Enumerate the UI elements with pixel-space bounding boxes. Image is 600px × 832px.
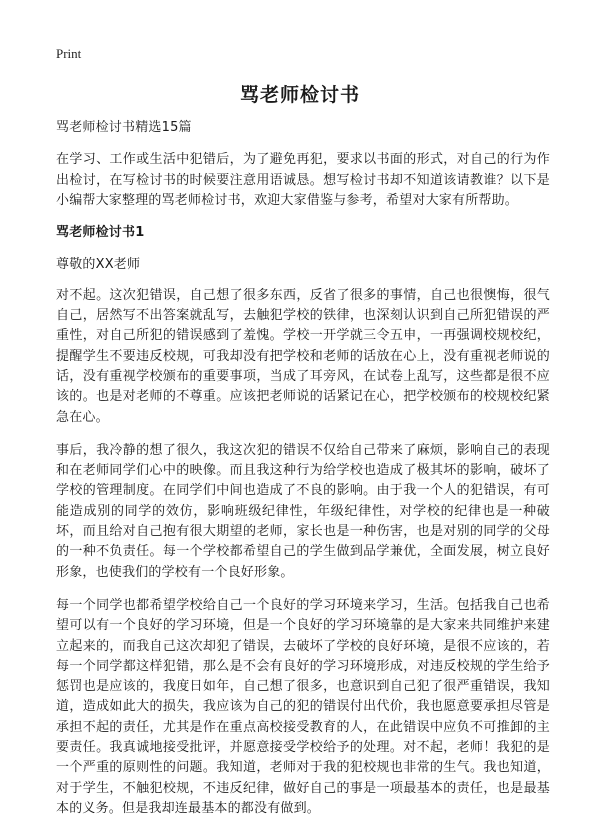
salutation: 尊敬的XX老师 — [56, 257, 141, 273]
article-body — [56, 118, 550, 832]
body-paragraph: 每一个同学也都希望学校给自己一个良好的学习环境来学习，生活。包括我自己也希望可以有一个良好的学习环境，但是一个良好的学习环境靠的是大家来共同维护来建立起来的，而我自己这次却犯了错误，去破坏了学校的良好环境，是很不应该的，若每一个同学都这样犯错，那么是不会有良好的学习环境形成，对违反校规的学生给予惩罚也是应该的，我度日如年，自己想了很多，也意识到自己犯了很严重错误，我知道，造成如此大的损失，我应该为自己的犯的错误付出代价，我也愿意要承担尽管是承担不起的责任，尤其是作在重点高校接受教育的人，在此错误中应负不可推卸的主要责任。我真诚地接受批评，并愿意接受学校给予的处理。对不起，老师！我犯的是一个严重的原则性的问题。我知道，老师对于我的犯校规也非常的生气。我也知道，对于学生，不触犯校规，不违反纪律，做好自己的事是一项最基本的责任，也是最基本的义务。但是我却连最基本的都没有做到。 — [56, 597, 550, 816]
body-paragraph: 事后，我冷静的想了很久，我这次犯的错误不仅给自己带来了麻烦，影响自己的表现和在老师同学们心中的映像。而且我这种行为给学校也造成了极其坏的影响，破坏了学校的管理制度。在同学们中间也造成了不良的影响。由于我一个人的犯错误，有可能造成别的同学的效仿，影响班级纪律性，年级纪律性，对学校的纪律也是一种破坏，而且给对自己抱有很大期望的老师，家长也是一种伤害，也是对别的同学的父母的一种不负责任。每一个学校都希望自己的学生做到品学兼优，全面发展，树立良好形象，也使我们的学校有一个良好形象。 — [56, 442, 550, 580]
section-heading: 骂老师检讨书1 — [56, 225, 145, 241]
page-title: 骂老师检讨书 — [239, 84, 360, 106]
intro-paragraph: 在学习、工作或生活中犯错后，为了避免再犯，要求以书面的形式，对自己的行为作出检讨，在写检讨书的时候要注意用语诚恳。想写检讨书却不知道该请教谁？以下是小编帮大家整理的骂老师检讨书，欢迎大家借鉴与参考，希望对大家有所帮助。 — [56, 152, 550, 208]
article-subtitle: 骂老师检讨书精选15篇 — [56, 120, 192, 135]
print-link[interactable]: Print — [56, 46, 82, 61]
body-paragraph: 对不起。这次犯错误，自己想了很多东西，反省了很多的事情，自己也很懊悔，很气自己，居然写不出答案就乱写，去触犯学校的铁律，也深刻认识到自己所犯错误的严重性，对自己所犯的错误感到了羞愧。学校一开学就三令五申，一再强调校规校纪，提醒学生不要违反校规，可我却没有把学校和老师的话放在心上，没有重视老师说的话，没有重视学校颁布的重要事项，当成了耳旁风，在试卷上乱写，这些都是很不应该的。也是对老师的不尊重。应该把老师说的话紧记在心，把学校颁布的校规校纪紧急在心。 — [56, 287, 550, 425]
